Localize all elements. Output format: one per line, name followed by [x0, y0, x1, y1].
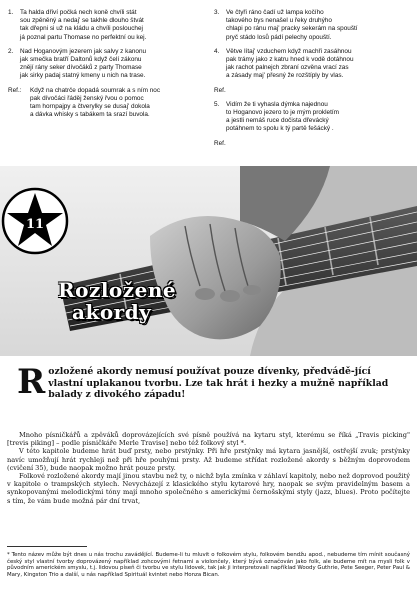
body-paragraph: Folkové rozložené akordy mají jinou stavbu než ty, o nichž byla zmínka v záhlaví kapitoly, nebo než doprovod použitý v kapitole o trampských stylech. Nevycházejí z klasického stylu kytarové hry, naopak se svým pravidelným basem a synkopovanými melodickými tóny mají mnoho společného s americkými černošskými styly (jazz, blues). Proto počítejte s tím, že vám bude možná pár dní trvat,	[7, 472, 410, 505]
refrain-text: Když na chatrče dopadá soumrak a s ním noc pak dívočáci řáděj ženský řvou o pomoc tam hornpajpy a čtverylky se dusaj' dokola a dávka whisky s tabákem ta srazí buvola.	[30, 86, 161, 119]
refrain-label: Ref.:	[8, 86, 22, 94]
lyrics-right-column	[214, 9, 410, 149]
verse-text: Nad Hoganovým jezerem jak salvy z kanonu jak smečka bratří Daltonů když čelí zákonu znějí rány seker dívočáků z party Thomase jak sirky padaj statný kmeny u nich na trase.	[20, 47, 147, 80]
verse-1	[8, 9, 206, 42]
chapter-photo	[0, 166, 417, 356]
chapter-title-line-2: akordy	[72, 300, 152, 324]
verse-4	[214, 48, 410, 81]
chapter-number: 11	[25, 217, 45, 232]
verse-text: Ta halda dřiví počká nech koně chvíli stát sou zpěněný a nedaj' se takhle dlouho štvát tak dřepni si už na kládu a chvíli poslouchej já poznal partu Thomase no perfektní ou kej.	[20, 9, 147, 41]
body-paragraph: Mnoho písničkářů a zpěváků doprovázejících své písně používá na kytaru styl, kterému se říká „Travis picking" [trevis piking] – podle písničkáře Merle Travise] nebo též folkový styl *.	[7, 431, 410, 448]
verse-number: 3.	[214, 9, 220, 16]
refrain-marker: Ref.	[214, 86, 226, 94]
verse-number: 1.	[8, 9, 14, 16]
body-text	[7, 431, 410, 505]
chapter-star-badge	[0, 186, 70, 256]
footnote: * Tento název může být dnes u nás trochu zavádějící. Budeme-li tu mluvit o folkovém stylu, folkovém bendžu apod., nebudeme tím mínit současný český styl vlastní tvorby doprovázený například zohcovými řetnami a violončely, který bývá označován jako folk, ale budeme mít na mysli folk v původním americkém smyslu, t.j. lidovou píseň či tvorbu ve stylu lidovek, tak jak ji interpretovali například Woody Guthrie, Pete Seeger, Peter Paul & Mary, Kingston Trio a další, u nás například Spirituál kvintet nebo Honza Bican.	[7, 552, 410, 578]
verse-number: 2.	[8, 47, 14, 55]
refrain-marker: Ref.	[214, 139, 226, 147]
verse-text: Větve lítaj' vzduchem když machři zasáhnou pak trámy jako z katru hned k vodě dotáhnou jak rachot palnejch zbraní ozvěna vrací zas a zásady maj' přesný že rozštíply by vlas.	[226, 47, 354, 80]
verse-text: Ve čtyři ráno čadí už lampa kočího takového bys nenašel u řeky druhýho chlapi po ránu maj' pracky sekerám na spouští pryč stádo losů pádí pelechy opouští.	[226, 9, 358, 41]
footnote-divider	[7, 546, 87, 547]
chapter-title-line-1: Rozložené	[58, 278, 177, 302]
verse-3	[214, 9, 410, 42]
body-paragraph: V této kapitole budeme hrát buď prsty, nebo prstýnky. Při hře prstýnky má kytara jasnější, ostřejší zvuk; prstýnky navíc umožňují hrát rychleji než při hře pouhými prsty. Až budeme střídat rozložené akordy s běžným doprovodem (cvičení 35), bude naopak možno hrát pouze prsty.	[7, 447, 410, 472]
lyrics-left-column	[8, 9, 206, 119]
intro-text: ozložené akordy nemusí používat pouze dívenky, předvádě-jící vlastní uplakanou tvorbu. Lze tak hrát i hezky a mužně například balady z divokého západu!	[48, 366, 389, 400]
intro-paragraph	[17, 362, 399, 402]
verse-text: Vidím že ti vyhasla dýmka najednou to Hoganovo jezero to je mým prokletím a jestli nemáš ruce dočista dřevácký potáhnem to spolu k tý partě fešácký .	[226, 100, 339, 133]
verse-5	[214, 101, 410, 134]
verse-number: 4.	[214, 47, 220, 55]
verse-2	[8, 48, 206, 81]
drop-cap: R	[17, 362, 46, 402]
verse-number: 5.	[214, 100, 220, 108]
chapter-title	[58, 279, 176, 323]
refrain	[8, 87, 206, 120]
